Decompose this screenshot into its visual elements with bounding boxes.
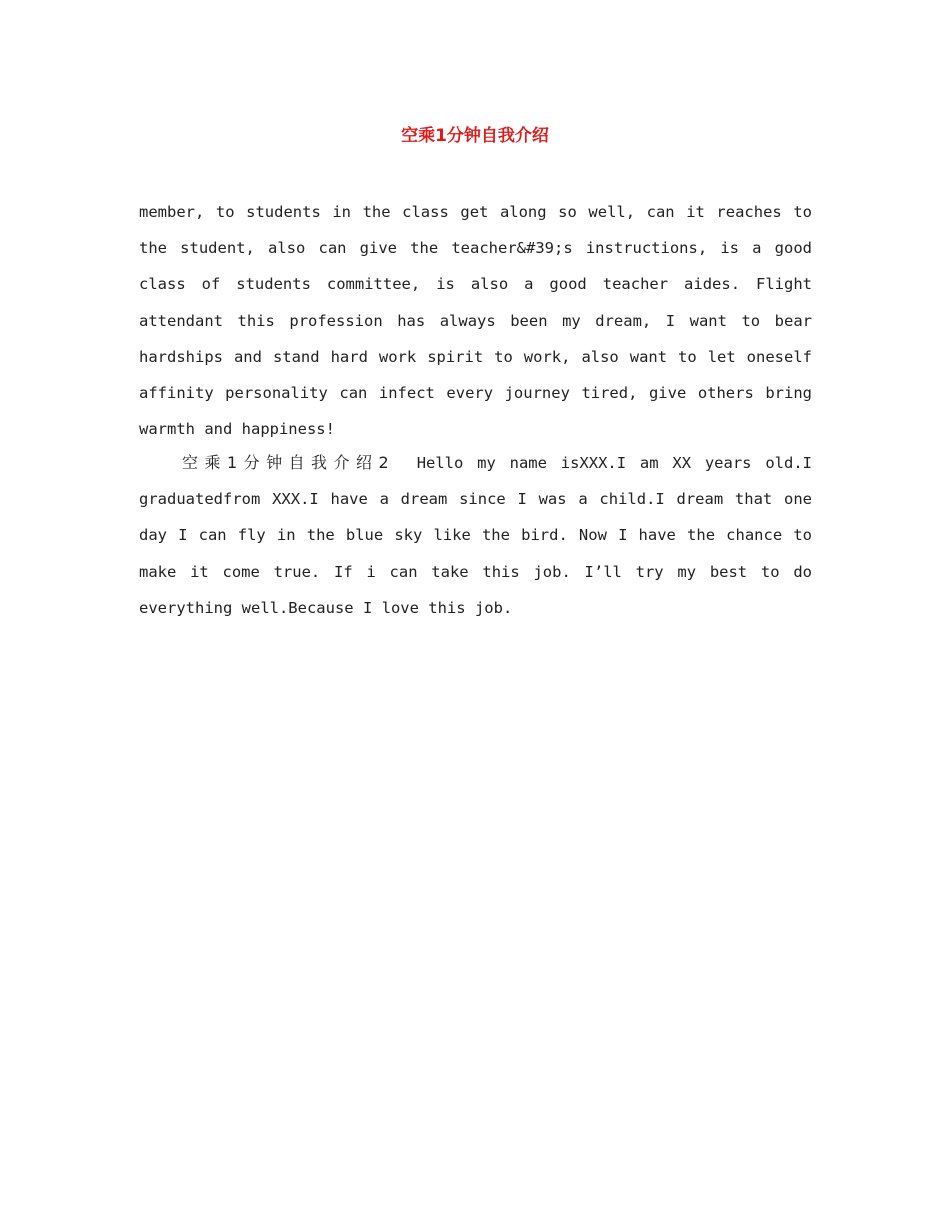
paragraph-1: member, to students in the class get along so well, can it reaches to the student, also can give the teacher&#39;s instructions, is a good class of students committee, is also a good teacher aides. Flight attendant this profession has always been my dream, I want to bear hardships and stand hard work spirit to work, also want to let oneself affinity personality can infect every journey tired, give others bring warmth and happiness! [139, 203, 812, 439]
paragraph-2-text: Hello my name isXXX.I am XX years old.I graduatedfrom XXX.I have a dream since I was a child.I dream that one day I can fly in the blue sky like the bird. Now I have the chance to make it come true. If i can take this job. I’ll try my best to do everything well.Because I love this job. [139, 454, 812, 617]
section-2-heading: 空乘1分钟自我介绍2 [182, 453, 391, 472]
paragraph-2 [139, 445, 812, 626]
document-title: 空乘1分钟自我介绍 [401, 126, 549, 146]
